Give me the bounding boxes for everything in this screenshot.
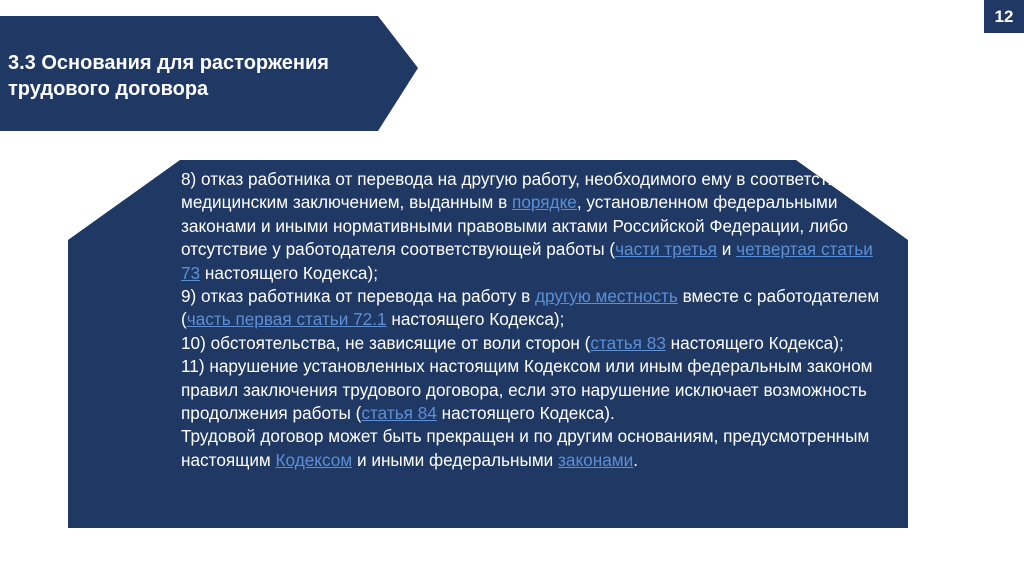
paragraph-item-11: [181, 355, 891, 425]
text: настоящего Кодекса);: [200, 262, 378, 283]
link-statya-83[interactable]: статья 83: [590, 332, 666, 353]
page-number: 12: [984, 0, 1024, 33]
paragraph-closing: [181, 425, 891, 472]
link-druguyu-mestnost[interactable]: другую местность: [534, 286, 678, 307]
link-kodeksom[interactable]: Кодексом: [275, 449, 353, 470]
text: 8) отказ работника от перевода на другую работу, необходимого ему в соответствии с медицинским заключением, выданным в: [181, 169, 870, 213]
paragraph-item-10: [181, 332, 891, 355]
link-chetvertaya-stati-73[interactable]: четвертая статьи 73: [181, 239, 873, 283]
paragraph-item-9: [181, 285, 891, 332]
link-chast-pervaya-stati-72-1[interactable]: часть первая статьи 72.1: [186, 309, 387, 330]
slide-title: 3.3 Основания для расторжения трудового договора: [8, 52, 329, 100]
paragraph-item-8: [181, 168, 891, 285]
link-poryadke[interactable]: порядке: [512, 192, 577, 213]
link-statya-84[interactable]: статья 84: [361, 403, 437, 424]
text: 10) обстоятельства, не зависящие от воли сторон (: [181, 332, 591, 353]
text: , установленном федеральными законами и иными нормативными правовыми актами Российской Федерации, либо отсутствие у работодателя соответствующей работы (: [181, 192, 848, 260]
text: настоящего Кодекса).: [436, 403, 615, 424]
link-chasti-tretya[interactable]: части третья: [615, 239, 717, 260]
content-text: [181, 168, 891, 472]
text: и: [717, 239, 737, 260]
text: 11) нарушение установленных настоящим Кодексом или иным федеральным законом правил заключения трудового договора, если это нарушение исключает возможность продолжения работы (: [181, 356, 873, 424]
text: .: [633, 449, 638, 470]
link-zakonami[interactable]: законами: [558, 449, 634, 470]
text: и иными федеральными: [352, 449, 559, 470]
text: 9) отказ работника от перевода на работу в: [181, 286, 535, 307]
text: Трудовой договор может быть прекращен и по другим основаниям, предусмотренным настоящим: [181, 426, 870, 470]
text: настоящего Кодекса);: [665, 332, 844, 353]
text: настоящего Кодекса);: [386, 309, 565, 330]
text: вместе с работодателем (: [181, 286, 880, 330]
